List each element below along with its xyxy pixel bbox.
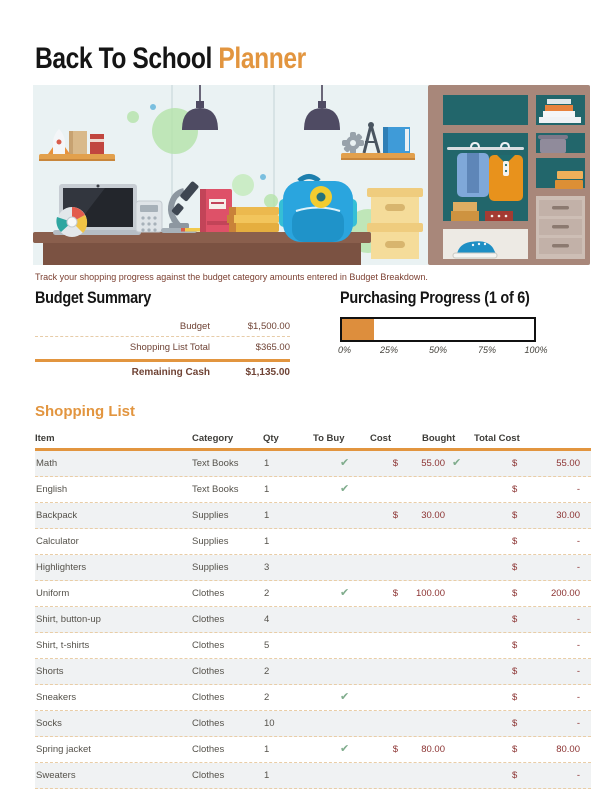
page-title-accent: Planner [218, 42, 306, 75]
total-dollar-sign: $ [512, 587, 518, 599]
red-box-icon [485, 211, 513, 221]
cost-dollar-sign: $ [392, 457, 398, 469]
cost-dollar-sign: $ [392, 509, 398, 521]
total-cost-cell: 30.00 [556, 509, 580, 521]
wardrobe-closet-icon [428, 85, 590, 265]
table-row[interactable] [35, 607, 591, 633]
category-cell[interactable]: Clothes [192, 743, 225, 755]
qty-cell[interactable]: 1 [264, 743, 270, 755]
table-row[interactable] [35, 737, 591, 763]
shopping-list-total-label: Shopping List Total [129, 341, 210, 353]
category-cell[interactable]: Clothes [192, 691, 225, 703]
table-header [35, 428, 591, 451]
progress-tick-label: 75% [477, 344, 497, 355]
total-cost-cell: - [576, 691, 580, 703]
qty-cell[interactable]: 2 [264, 691, 270, 703]
total-dollar-sign: $ [512, 743, 518, 755]
table-row[interactable] [35, 763, 591, 789]
backpack-icon [279, 177, 357, 243]
total-cost-cell: 55.00 [556, 457, 580, 469]
shopping-list-total-value: $365.00 [255, 341, 290, 353]
qty-cell[interactable]: 1 [264, 457, 270, 469]
cost-cell[interactable]: 55.00 [421, 457, 445, 469]
category-cell[interactable]: Clothes [192, 587, 225, 599]
cost-dollar-sign: $ [392, 587, 398, 599]
qty-cell[interactable]: 2 [264, 665, 270, 677]
total-cost-cell: 200.00 [550, 587, 580, 599]
total-dollar-sign: $ [512, 717, 518, 729]
remaining-cash-row [35, 359, 290, 382]
progress-bar-fill [342, 319, 374, 340]
table-body [35, 451, 591, 789]
total-cost-cell: - [576, 561, 580, 573]
category-cell[interactable]: Supplies [192, 535, 229, 547]
to-buy-check-icon[interactable]: ✔ [340, 743, 350, 755]
table-row[interactable] [35, 659, 591, 685]
purchasing-progress-heading: Purchasing Progress (1 of 6) [340, 288, 530, 307]
to-buy-check-icon[interactable]: ✔ [340, 457, 350, 469]
budget-value[interactable]: $1,500.00 [247, 320, 290, 332]
total-cost-cell: 80.00 [556, 743, 580, 755]
table-row[interactable] [35, 503, 591, 529]
drawers-icon [536, 196, 585, 259]
bought-check-icon[interactable]: ✔ [452, 457, 462, 469]
progress-tick-label: 25% [379, 344, 399, 355]
total-cost-cell: - [576, 535, 580, 547]
budget-row[interactable] [35, 316, 290, 337]
total-dollar-sign: $ [512, 769, 518, 781]
qty-cell[interactable]: 2 [264, 587, 270, 599]
storage-bin-icon [538, 135, 568, 153]
cost-dollar-sign: $ [392, 743, 398, 755]
table-row[interactable] [35, 555, 591, 581]
table-row[interactable] [35, 581, 591, 607]
table-row[interactable] [35, 477, 591, 503]
pink-book-icon [200, 189, 232, 232]
qty-cell[interactable]: 4 [264, 613, 270, 625]
item-cell[interactable]: Backpack [36, 509, 78, 521]
total-dollar-sign: $ [512, 457, 518, 469]
to-buy-check-icon[interactable]: ✔ [340, 691, 350, 703]
qty-cell[interactable]: 1 [264, 769, 270, 781]
column-header-qty: Qty [263, 432, 279, 444]
total-cost-cell: - [576, 483, 580, 495]
qty-cell[interactable]: 1 [264, 535, 270, 547]
total-dollar-sign: $ [512, 613, 518, 625]
progress-axis [338, 344, 548, 358]
item-cell[interactable]: Spring jacket [36, 743, 91, 755]
category-cell[interactable]: Supplies [192, 509, 229, 521]
category-cell[interactable]: Supplies [192, 561, 229, 573]
column-header-bought: Bought [422, 432, 456, 444]
qty-cell[interactable]: 5 [264, 639, 270, 651]
cost-cell[interactable]: 80.00 [421, 743, 445, 755]
column-header-cost: Cost [370, 432, 392, 444]
intro-text: Track your shopping progress against the budget category amounts entered in Budget Breakdown. [35, 272, 428, 282]
page-title-main: Back To School [35, 42, 212, 75]
column-header-item: Item [35, 432, 55, 444]
cost-cell[interactable]: 100.00 [415, 587, 445, 599]
table-row[interactable] [35, 529, 591, 555]
progress-tick-label: 50% [428, 344, 448, 355]
storage-boxes-icon [367, 188, 423, 259]
item-cell[interactable]: Calculator [36, 535, 79, 547]
table-row[interactable] [35, 711, 591, 737]
qty-cell[interactable]: 1 [264, 509, 270, 521]
purchasing-progress-section [340, 289, 570, 382]
budget-summary-heading: Budget Summary [35, 288, 152, 307]
total-cost-cell: - [576, 639, 580, 651]
banner-illustration [33, 85, 590, 265]
category-cell[interactable]: Text Books [192, 483, 239, 495]
column-header-category: Category [192, 432, 234, 444]
item-cell[interactable]: Sweaters [36, 769, 76, 781]
progress-tick-label: 0% [338, 344, 352, 355]
shopping-list-total-row[interactable] [35, 337, 290, 357]
table-row[interactable] [35, 633, 591, 659]
page-title [35, 44, 490, 74]
item-cell[interactable]: Shirt, t-shirts [36, 639, 90, 651]
category-cell[interactable]: Clothes [192, 717, 225, 729]
total-dollar-sign: $ [512, 561, 518, 573]
calculator-icon [136, 201, 162, 232]
remaining-cash-label: Remaining Cash [131, 366, 210, 378]
category-cell[interactable]: Text Books [192, 457, 239, 469]
total-cost-cell: - [576, 717, 580, 729]
total-dollar-sign: $ [512, 691, 518, 703]
item-cell[interactable]: Shorts [36, 665, 64, 677]
total-dollar-sign: $ [512, 509, 518, 521]
shopping-list-table [35, 428, 591, 789]
qty-cell[interactable]: 1 [264, 483, 270, 495]
remaining-cash-value: $1,135.00 [245, 366, 290, 378]
progress-tick-label: 100% [524, 344, 548, 355]
total-cost-cell: - [576, 665, 580, 677]
total-dollar-sign: $ [512, 665, 518, 677]
progress-bar [340, 317, 536, 342]
category-cell[interactable]: Clothes [192, 613, 225, 625]
total-cost-cell: - [576, 613, 580, 625]
to-buy-check-icon[interactable]: ✔ [340, 587, 350, 599]
qty-cell[interactable]: 10 [264, 717, 275, 729]
item-cell[interactable]: English [36, 483, 68, 495]
column-header-total-cost: Total Cost [474, 432, 520, 444]
shopping-list-heading: Shopping List [35, 402, 135, 420]
item-cell[interactable]: Sneakers [36, 691, 77, 703]
category-cell[interactable]: Clothes [192, 665, 225, 677]
books-stack-icon [227, 207, 279, 232]
total-dollar-sign: $ [512, 483, 518, 495]
item-cell[interactable]: Highlighters [36, 561, 87, 573]
budget-summary-section [35, 289, 303, 382]
qty-cell[interactable]: 3 [264, 561, 270, 573]
budget-label: Budget [179, 320, 210, 332]
column-header-to-buy: To Buy [313, 432, 345, 444]
category-cell[interactable]: Clothes [192, 639, 225, 651]
total-dollar-sign: $ [512, 639, 518, 651]
to-buy-check-icon[interactable]: ✔ [340, 483, 350, 495]
total-cost-cell: - [576, 769, 580, 781]
category-cell[interactable]: Clothes [192, 769, 225, 781]
total-dollar-sign: $ [512, 535, 518, 547]
item-cell[interactable]: Uniform [36, 587, 70, 599]
item-cell[interactable]: Socks [36, 717, 62, 729]
cost-cell[interactable]: 30.00 [421, 509, 445, 521]
item-cell[interactable]: Shirt, button-up [36, 613, 101, 625]
table-row[interactable] [35, 451, 591, 477]
blue-book-icon [383, 127, 410, 153]
item-cell[interactable]: Math [36, 457, 58, 469]
table-row[interactable] [35, 685, 591, 711]
